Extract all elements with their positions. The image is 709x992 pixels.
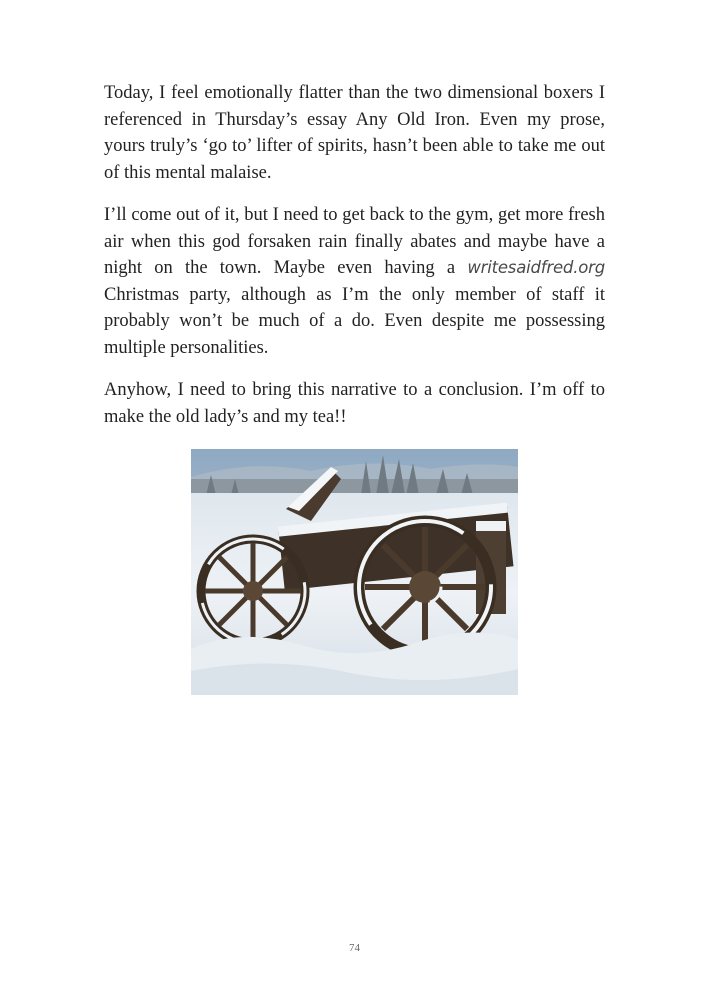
paragraph-1: Today, I feel emotionally flatter than the two dimensional boxers I referenced in Thursday’s essay Any Old Iron. Even my prose, yours truly’s ‘go to’ lifter of spirits, hasn’t been able to take me out of this mental malaise. <box>104 83 605 183</box>
paragraph-2-start: I’ll come out of it, but I need to get back to the gym, get more fresh air when this god forsaken rain finally abates and maybe have a night on the town. Maybe even having a <box>104 205 605 278</box>
website-reference: writesaidfred.org <box>467 258 605 277</box>
paragraph-2-end: Christmas party, although as I’m the only member of staff it probably won’t be much of a do. Even despite me possessing multiple personalities. <box>104 284 605 358</box>
snowy-wagon-photo <box>191 449 518 695</box>
paragraph-2 <box>104 202 605 361</box>
paragraph-3: Anyhow, I need to bring this narrative to a conclusion. I’m off to make the old lady’s and my tea!! <box>104 380 605 427</box>
page-number: 74 <box>349 942 360 954</box>
body-text <box>104 80 605 446</box>
wagon-illustration <box>191 449 518 695</box>
